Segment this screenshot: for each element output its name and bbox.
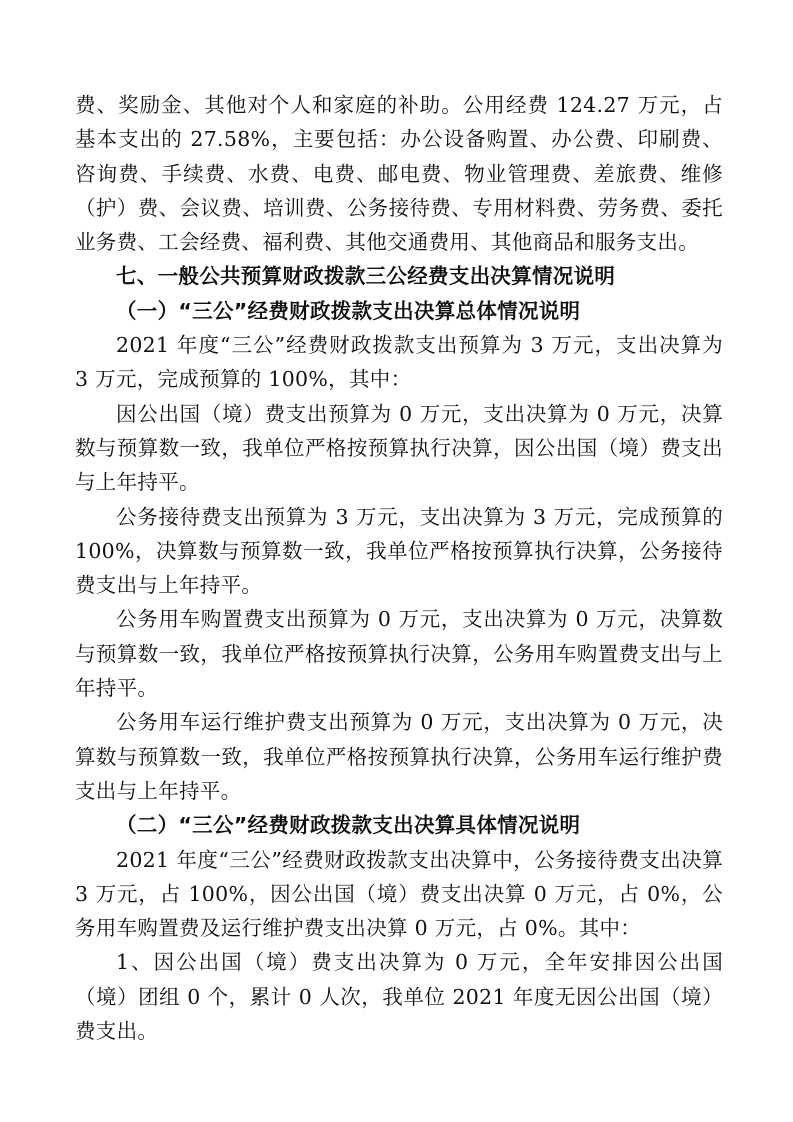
paragraph-three-public-detail: 2021 年度“三公”经费财政拨款支出决算中，公务接待费支出决算 3 万元，占 100%，因公出国（境）费支出决算 0 万元，占 0%，公务用车购置费及运行维护费支出决算 0 万元，占 0%。其中： [75, 847, 723, 941]
paragraph-official-reception: 公务接待费支出预算为 3 万元，支出决算为 3 万元，完成预算的 100%，决算数与预算数一致，我单位严格按预算执行决算，公务接待费支出与上年持平。 [75, 504, 723, 598]
document-body [75, 88, 723, 1048]
paragraph-three-public-overall: 2021 年度“三公”经费财政拨款支出预算为 3 万元，支出决算为 3 万元，完成预算的 100%，其中： [75, 333, 723, 392]
paragraph-vehicle-purchase: 公务用车购置费支出预算为 0 万元，支出决算为 0 万元，决算数与预算数一致，我单位严格按预算执行决算，公务用车购置费支出与上年持平。 [75, 607, 723, 701]
paragraph-personal-and-public-expenses: 费、奖励金、其他对个人和家庭的补助。公用经费 124.27 万元，占基本支出的 27.58%，主要包括：办公设备购置、办公费、印刷费、咨询费、手续费、水费、电费、邮电费、物业管理费、差旅费、维修（护）费、会议费、培训费、公务接待费、专用材料费、劳务费、委托业务费、工会经费、福利费、其他交通费用、其他商品和服务支出。 [75, 93, 723, 255]
subsection-heading-overall: （一）“三公”经费财政拨款支出决算总体情况说明 [116, 298, 581, 323]
paragraph-overseas-travel: 因公出国（境）费支出预算为 0 万元，支出决算为 0 万元，决算数与预算数一致，我单位严格按预算执行决算，因公出国（境）费支出与上年持平。 [75, 401, 723, 495]
section-heading-seven: 七、一般公共预算财政拨款三公经费支出决算情况说明 [116, 264, 616, 289]
paragraph-vehicle-maintenance: 公务用车运行维护费支出预算为 0 万元，支出决算为 0 万元，决算数与预算数一致，我单位严格按预算执行决算，公务用车运行维护费支出与上年持平。 [75, 710, 723, 803]
paragraph-overseas-detail: 1、因公出国（境）费支出决算为 0 万元，全年安排因公出国（境）团组 0 个，累计 0 人次，我单位 2021 年度无因公出国（境）费支出。 [75, 950, 723, 1044]
subsection-heading-detail: （二）“三公”经费财政拨款支出决算具体情况说明 [116, 813, 581, 838]
